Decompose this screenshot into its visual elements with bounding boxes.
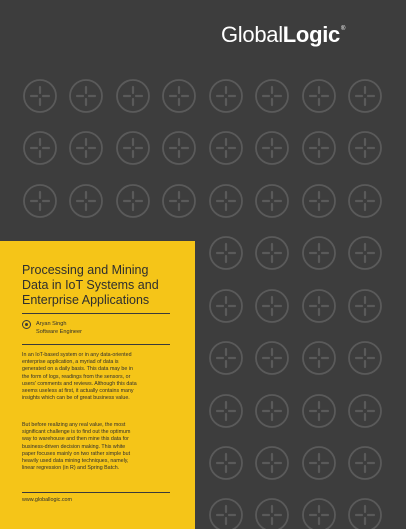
paragraph-line: insights which can be of great business value. xyxy=(22,395,130,402)
circle-plus-icon xyxy=(349,395,381,427)
circle-plus-icon xyxy=(349,499,381,529)
circle-plus-icon xyxy=(210,80,242,112)
circle-plus-icon xyxy=(70,185,102,217)
paragraph-line: way to warehouse and then mine this data for xyxy=(22,436,129,443)
logo-bold-text: Logic xyxy=(282,22,340,47)
author-block xyxy=(36,320,82,336)
circle-plus-icon xyxy=(349,185,381,217)
circle-plus-icon xyxy=(210,447,242,479)
circle-plus-icon xyxy=(210,290,242,322)
circle-plus-icon xyxy=(303,132,335,164)
paragraph-line: the form of logs, readings from the sensors, or xyxy=(22,373,131,380)
title-line: Data in IoT Systems and xyxy=(22,278,159,292)
circle-plus-icon xyxy=(210,342,242,374)
divider xyxy=(22,492,170,493)
circle-plus-icon xyxy=(349,342,381,374)
author-role: Software Engineer xyxy=(36,329,83,335)
circle-plus-icon xyxy=(70,132,102,164)
circle-plus-icon xyxy=(24,132,56,164)
circle-plus-icon xyxy=(256,185,288,217)
circle-plus-icon xyxy=(210,132,242,164)
circle-plus-icon xyxy=(349,80,381,112)
circle-plus-icon xyxy=(210,499,242,529)
paragraph-line: business-driven decision making. This white xyxy=(22,443,126,450)
paragraph-line: In an IoT-based system or in any data-oriented xyxy=(22,352,132,358)
paragraph-line: heavily used data mining techniques, namely, xyxy=(22,458,129,465)
document-title xyxy=(22,263,182,308)
circle-plus-icon xyxy=(303,185,335,217)
paragraph-line: enterprise application, a myriad of data is xyxy=(22,359,119,366)
paragraph-line: significant challenge is to find out the optimum xyxy=(22,429,131,436)
circle-plus-icon xyxy=(303,395,335,427)
divider xyxy=(22,313,170,314)
circle-plus-icon xyxy=(210,237,242,269)
paragraph-line: linear regression (in R) and Spring Batch. xyxy=(22,465,120,472)
circle-plus-icon xyxy=(256,290,288,322)
circle-plus-icon xyxy=(349,447,381,479)
title-panel xyxy=(0,241,195,529)
circle-plus-icon xyxy=(349,132,381,164)
circle-plus-icon xyxy=(303,237,335,269)
paragraph-line: seems useless at first, it actually contains many xyxy=(22,388,134,395)
circle-plus-icon xyxy=(256,80,288,112)
abstract-paragraph-1 xyxy=(22,352,182,402)
circle-plus-icon xyxy=(349,237,381,269)
paragraph-line: paper focuses mainly on two rather simple but xyxy=(22,450,131,457)
circle-plus-icon xyxy=(70,80,102,112)
website-link[interactable]: www.globallogic.com xyxy=(22,497,73,503)
paragraph-line: But before realizing any real value, the most xyxy=(22,422,126,428)
circle-plus-icon xyxy=(256,342,288,374)
circle-plus-icon xyxy=(303,290,335,322)
circle-plus-icon xyxy=(303,447,335,479)
circle-plus-icon xyxy=(256,395,288,427)
circle-plus-icon xyxy=(117,185,149,217)
circle-plus-icon xyxy=(163,132,195,164)
circle-plus-icon xyxy=(256,499,288,529)
circle-plus-icon xyxy=(24,185,56,217)
circle-plus-icon xyxy=(256,237,288,269)
divider xyxy=(22,344,170,345)
circle-plus-icon xyxy=(303,499,335,529)
paragraph-line: generated on a daily basis. This data may be in xyxy=(22,366,133,373)
circle-plus-icon xyxy=(24,80,56,112)
circle-plus-icon xyxy=(303,80,335,112)
circle-plus-icon xyxy=(117,132,149,164)
title-line: Processing and Mining xyxy=(22,263,149,277)
person-icon xyxy=(22,320,31,329)
abstract-paragraph-2 xyxy=(22,422,182,472)
author-name: Aryan Singh xyxy=(36,321,67,327)
circle-plus-icon xyxy=(349,290,381,322)
paragraph-line: users' comments and reviews. Although this data xyxy=(22,380,137,387)
circle-plus-icon xyxy=(210,395,242,427)
circle-plus-icon xyxy=(303,342,335,374)
circle-plus-icon xyxy=(210,185,242,217)
circle-plus-icon xyxy=(163,80,195,112)
circle-plus-icon xyxy=(256,447,288,479)
circle-plus-icon xyxy=(117,80,149,112)
title-line: Enterprise Applications xyxy=(22,293,150,307)
logo-light-text: Global xyxy=(221,22,283,47)
circle-plus-icon xyxy=(163,185,195,217)
circle-plus-icon xyxy=(256,132,288,164)
registered-mark: ® xyxy=(340,26,346,32)
